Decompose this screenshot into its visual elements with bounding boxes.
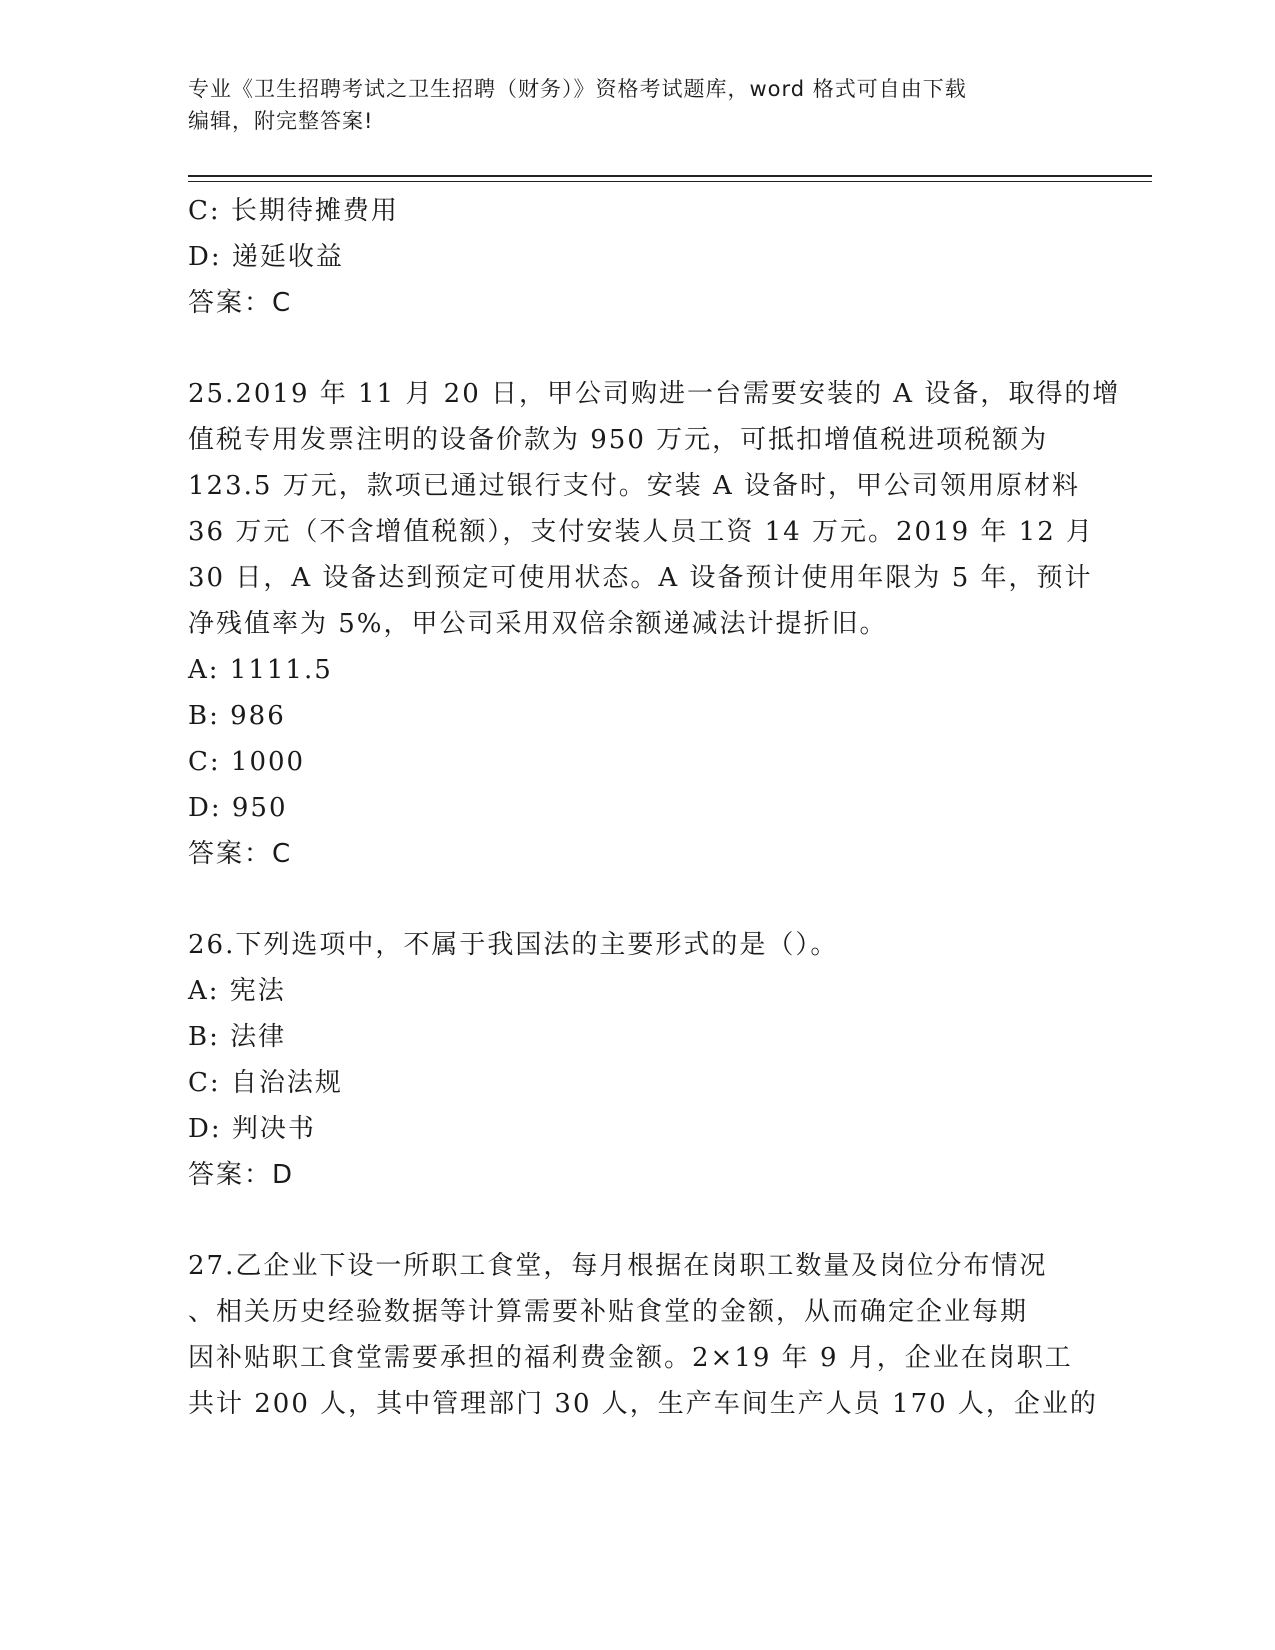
question-content	[188, 188, 1121, 1427]
question-text-line: 27.乙企业下设一所职工食堂，每月根据在岗职工数量及岗位分布情况	[188, 1251, 1048, 1281]
answer-line: 答案：C	[188, 839, 293, 869]
header-line-2: 编辑，附完整答案!	[188, 109, 374, 133]
question-text-line: 净残值率为 5%，甲公司采用双倍余额递减法计提折旧。	[188, 609, 888, 639]
question-text-line: 36 万元（不含增值税额），支付安装人员工资 14 万元。2019 年 12 月	[188, 517, 1095, 547]
question-text-line: 共计 200 人，其中管理部门 30 人，生产车间生产人员 170 人，企业的	[188, 1389, 1098, 1419]
answer-line: 答案：C	[188, 288, 293, 318]
question-26	[188, 922, 1088, 1198]
question-text-line: 因补贴职工食堂需要承担的福利费金额。2×19 年 9 月，企业在岗职工	[188, 1343, 1073, 1373]
question-24-tail	[188, 188, 1088, 326]
option-c: C: 1000	[188, 747, 306, 777]
question-text-line: 、相关历史经验数据等计算需要补贴食堂的金额，从而确定企业每期	[188, 1297, 1029, 1327]
option-b: B: 986	[188, 701, 286, 731]
option-a: A: 宪法	[188, 976, 286, 1006]
question-27	[188, 1243, 1098, 1427]
option-d: D: 判决书	[188, 1114, 316, 1144]
option-a: A: 1111.5	[188, 655, 333, 685]
option-c: C: 长期待摊费用	[188, 196, 399, 226]
option-b: B: 法律	[188, 1022, 287, 1052]
option-c: C: 自治法规	[188, 1068, 343, 1098]
header-line-1: 专业《卫生招聘考试之卫生招聘（财务）》资格考试题库，word 格式可自由下载	[188, 77, 967, 101]
option-d: D: 递延收益	[188, 242, 344, 272]
header-divider-thin	[188, 181, 1152, 182]
question-text-line: 30 日，A 设备达到预定可使用状态。A 设备预计使用年限为 5 年，预计	[188, 563, 1093, 593]
question-text-line: 25.2019 年 11 月 20 日，甲公司购进一台需要安装的 A 设备，取得的增	[188, 379, 1121, 409]
option-d: D: 950	[188, 793, 288, 823]
question-25	[188, 371, 1121, 877]
document-header	[188, 73, 1088, 137]
question-text-line: 123.5 万元，款项已通过银行支付。安装 A 设备时，甲公司领用原材料	[188, 471, 1081, 501]
question-text-line: 26.下列选项中，不属于我国法的主要形式的是（）。	[188, 930, 839, 960]
question-text-line: 值税专用发票注明的设备价款为 950 万元，可抵扣增值税进项税额为	[188, 425, 1049, 455]
answer-line: 答案：D	[188, 1160, 295, 1190]
header-divider-thick	[188, 175, 1152, 177]
